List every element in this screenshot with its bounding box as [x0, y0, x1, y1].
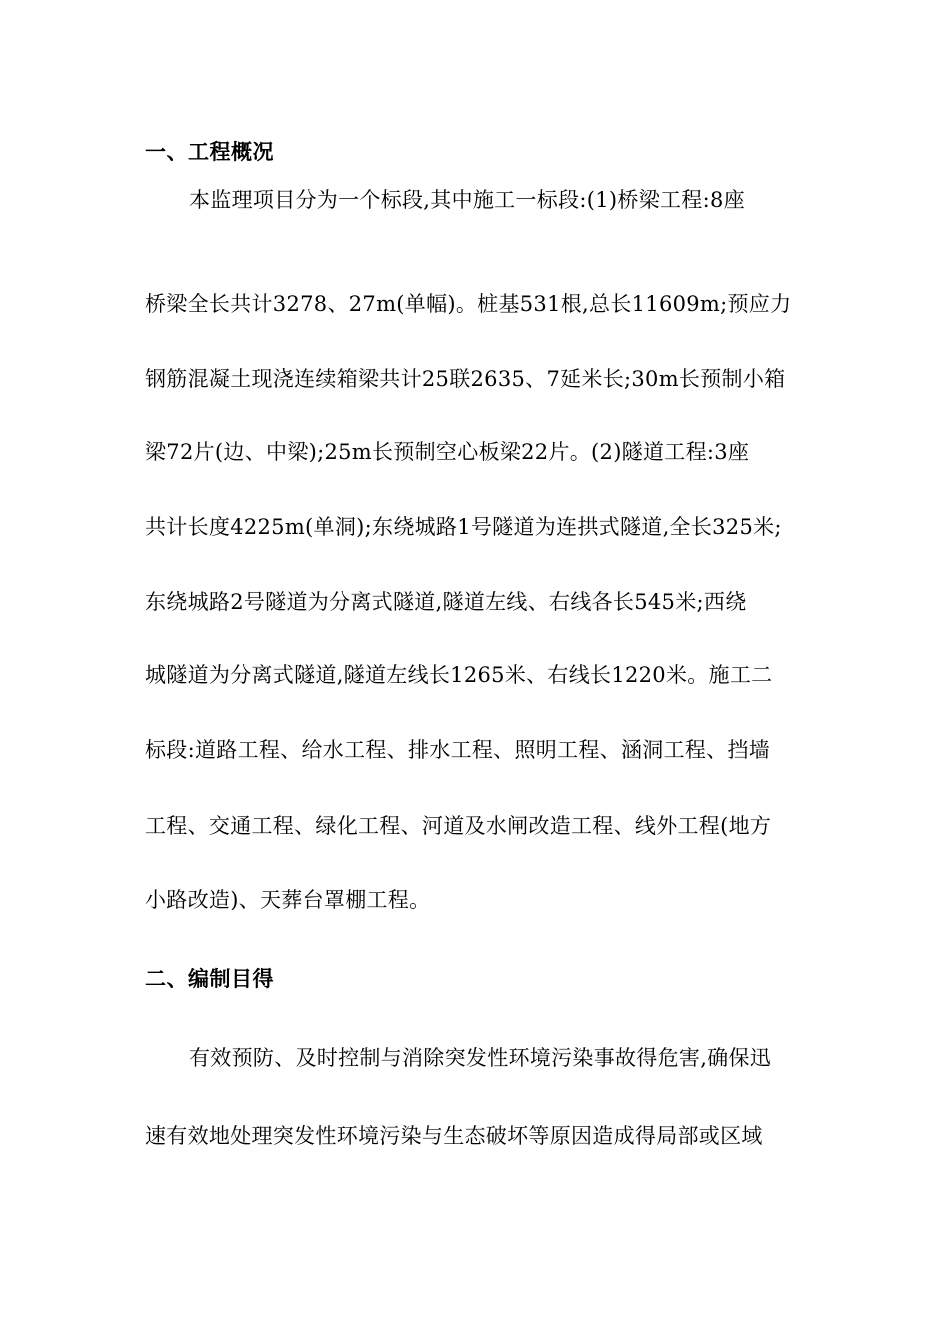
section-heading-purpose: 二、编制目得 [145, 967, 274, 991]
paragraph-line: 标段:道路工程、给水工程、排水工程、照明工程、涵洞工程、挡墙 [145, 738, 771, 762]
paragraph-line: 桥梁全长共计3278、27m(单幅)。桩基531根,总长11609m;预应力 [145, 292, 792, 316]
paragraph-line: 速有效地处理突发性环境污染与生态破坏等原因造成得局部或区域 [145, 1124, 763, 1148]
paragraph-line: 城隧道为分离式隧道,隧道左线长1265米、右线长1220米。施工二 [145, 663, 773, 687]
paragraph-line: 有效预防、及时控制与消除突发性环境污染事故得危害,确保迅 [189, 1046, 772, 1070]
paragraph-line: 钢筋混凝土现浇连续箱梁共计25联2635、7延米长;30m长预制小箱 [145, 367, 786, 391]
paragraph-line: 梁72片(边、中梁);25m长预制空心板梁22片。(2)隧道工程:3座 [145, 440, 750, 464]
section-heading-overview: 一、工程概况 [145, 140, 274, 164]
paragraph-line: 共计长度4225m(单洞);东绕城路1号隧道为连拱式隧道,全长325米; [145, 515, 782, 539]
paragraph-line: 小路改造)、天葬台罩棚工程。 [145, 888, 431, 912]
paragraph-line: 工程、交通工程、绿化工程、河道及水闸改造工程、线外工程(地方 [145, 814, 772, 838]
paragraph-line: 本监理项目分为一个标段,其中施工一标段:(1)桥梁工程:8座 [189, 188, 745, 212]
paragraph-line: 东绕城路2号隧道为分离式隧道,隧道左线、右线各长545米;西绕 [145, 590, 747, 614]
